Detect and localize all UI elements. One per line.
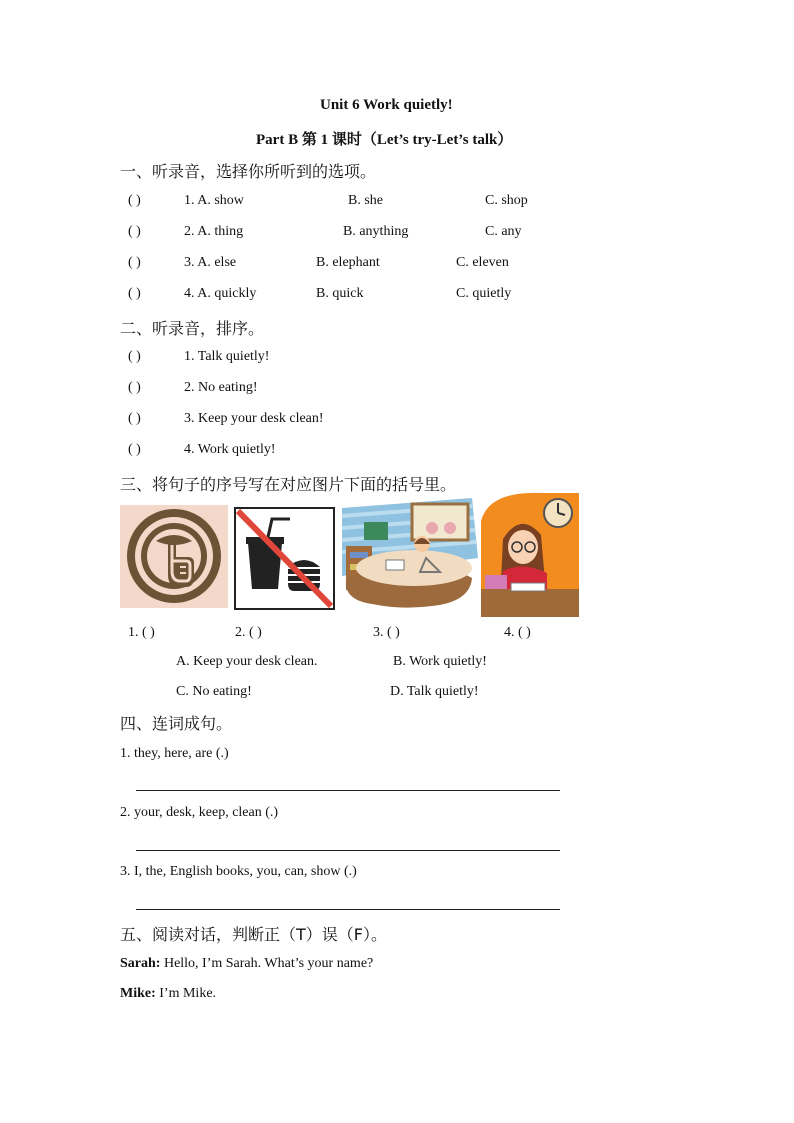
option-c: C. quietly: [456, 286, 512, 301]
option-c: C. eleven: [456, 255, 509, 270]
dialogue-line: [120, 956, 373, 972]
picture-2-blank: 2. ( ): [235, 625, 262, 640]
answer-paren: ( ): [128, 193, 141, 208]
option-c: C. any: [485, 224, 522, 239]
word-order-item: 2. your, desk, keep, clean (.): [120, 805, 279, 820]
keep-desk-clean-picture: [342, 498, 478, 610]
picture-1-blank: 1. ( ): [128, 625, 155, 640]
sentence: 2. No eating!: [184, 380, 258, 395]
no-eating-picture: [234, 507, 335, 610]
section-5-heading: 五、阅读对话，判断正（T）误（F）。: [120, 925, 387, 944]
word-order-item: 3. I, the, English books, you, can, show (.): [120, 864, 357, 879]
picture-4-blank: 4. ( ): [504, 625, 531, 640]
sentence-option-d: D. Talk quietly!: [390, 684, 479, 699]
answer-line: [136, 790, 560, 791]
answer-paren: ( ): [128, 349, 141, 364]
option-a: 3. A. else: [184, 255, 237, 270]
answer-paren: ( ): [128, 442, 141, 457]
option-b: B. anything: [343, 224, 409, 239]
sentence: 3. Keep your desk clean!: [184, 411, 324, 426]
talk-quietly-picture: [120, 505, 228, 608]
work-quietly-picture: [481, 491, 579, 617]
option-a: 2. A. thing: [184, 224, 244, 239]
option-a: 1. A. show: [184, 193, 244, 208]
answer-paren: ( ): [128, 286, 141, 301]
sentence-option-a: A. Keep your desk clean.: [176, 654, 318, 669]
answer-line: [136, 909, 560, 910]
section-4-heading: 四、连词成句。: [120, 714, 233, 733]
option-a: 4. A. quickly: [184, 286, 257, 301]
answer-paren: ( ): [128, 380, 141, 395]
sentence: 1. Talk quietly!: [184, 349, 270, 364]
sentence: 4. Work quietly!: [184, 442, 276, 457]
answer-line: [136, 850, 560, 851]
page-subtitle: Part B 第 1 课时（Let’s try-Let’s talk）: [256, 132, 513, 148]
option-b: B. quick: [316, 286, 364, 301]
section-1-heading: 一、听录音，选择你所听到的选项。: [120, 162, 377, 181]
answer-paren: ( ): [128, 255, 141, 270]
speaker-name: Mike:: [120, 986, 156, 1001]
word-order-item: 1. they, here, are (.): [120, 746, 229, 761]
option-c: C. shop: [485, 193, 528, 208]
picture-3-blank: 3. ( ): [373, 625, 400, 640]
speaker-name: Sarah:: [120, 956, 161, 971]
section-3-heading: 三、将句子的序号写在对应图片下面的括号里。: [120, 475, 457, 494]
answer-paren: ( ): [128, 224, 141, 239]
dialogue-line: [120, 986, 216, 1002]
answer-paren: ( ): [128, 411, 141, 426]
option-b: B. elephant: [316, 255, 380, 270]
dialogue-text: I’m Mike.: [155, 986, 217, 1001]
dialogue-text: Hello, I’m Sarah. What’s your name?: [160, 956, 374, 971]
page-title: Unit 6 Work quietly!: [320, 97, 453, 113]
sentence-option-c: C. No eating!: [176, 684, 252, 699]
option-b: B. she: [348, 193, 383, 208]
sentence-option-b: B. Work quietly!: [393, 654, 487, 669]
section-2-heading: 二、听录音，排序。: [120, 319, 265, 338]
